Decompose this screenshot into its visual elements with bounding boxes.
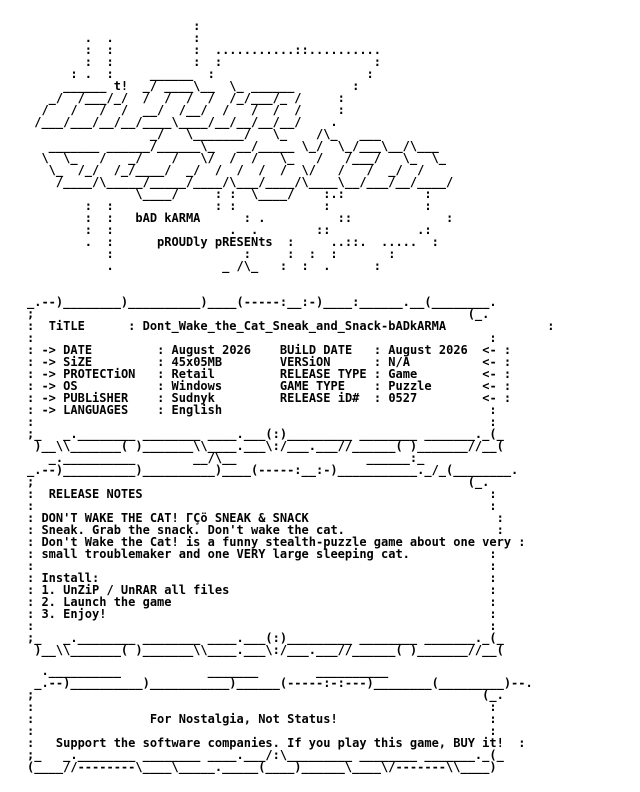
languages-value: English (171, 403, 223, 417)
notes-heading: RELEASE NOTES (48, 487, 143, 501)
build-date-value: August 2026 (388, 343, 468, 357)
release-type-label: RELEASE TYPE (279, 367, 367, 381)
presents-line: pROUDly pRESENts (157, 235, 273, 249)
title-label: TiTLE (48, 319, 85, 333)
os-label: OS (63, 379, 78, 393)
arrow-left: -> (41, 403, 56, 417)
release-info-box: _.--)________)__________)____(-----:__:-)____:______.__(________. ; (_. : TiTLE : Dont_Wake_the_Cat_Sneak_and_Snack-bADkARMA : : : : -> DATE : August 2026 BUiLD DATE : August 2026 <- : : -> SiZE : 45x05MB VERSiON : N/A <- : : -> PROTECTiON : Retail RELEASE TYPE : Game <- : : -> OS : Windows GAME TYPE : Puzzle <- : : -> PUBLiSHER : Sudnyk RELEASE iD# : 0527 <- : : -> LANGUAGES : English : : : ;_ _.________ ________ ____.___(:)_________ ________ _______._(_ )__\\_______( )_______\\____.___\:/___.___//______( )_______//__( (27, 295, 555, 453)
size-value: 45x05MB (171, 355, 223, 369)
arrow-right: <- (482, 343, 497, 357)
group-name: bAD kARMA (135, 211, 201, 225)
size-label: SiZE (63, 355, 93, 369)
game-type-label: GAME TYPE (279, 379, 345, 393)
notes-line: 2. Launch the game (41, 595, 172, 609)
release-notes-box: _.__________ __/\__ ______:_ _.--)__________)__________)____(-----:__:-)___________._/_(________. ; (_. : RELEASE NOTES : : : : DON'T WAKE THE CAT! ΓÇö SNEAK & SNACK : : Sneak. Grab the snack. Don't wake the cat. : : Don't Wake the Cat! is a funny stealth-puzzle game about one very : : small troublemaker and one VERY large sleeping cat. : : : : Install: : : 1. UnZiP / UnRAR all files : : 2. Launch the game : : 3. Enjoy! : : : ;_ _.________ ________ ____.___(:)_________ ________ _______._(_ )__\\_______( )_______\\____.___\:/___.___//______( )_______//__( (27, 451, 526, 657)
arrow-right: <- (482, 367, 497, 381)
notes-line: Install: (41, 571, 100, 585)
publisher-value: Sudnyk (171, 391, 215, 405)
motto-text: For Nostalgia, Not Status! (149, 712, 338, 726)
footer-box: .__________ _______ __________ _.--)__________)___________)______(-----:-:---)________(_________)--. ; (_. : : : For Nostalgia, Not Status! : : : : Support the software companies. If you play this game, BUY it! : ;_ _.________ ________ ____.___/:\_________ ________ _______._(_ (____//--------\____\_____._____(____)______\____\/-------\\____) (27, 664, 533, 774)
notes-line: Don't Wake the Cat! is a funny stealth-puzzle game about one very (41, 535, 512, 549)
arrow-left: -> (41, 391, 56, 405)
languages-label: LANGUAGES (63, 403, 129, 417)
arrow-right: <- (482, 391, 497, 405)
notes-line: 3. Enjoy! (41, 607, 107, 621)
arrow-left: -> (41, 367, 56, 381)
notes-line: Sneak. Grab the snack. Don't wake the cat. (41, 523, 345, 537)
date-value: August 2026 (171, 343, 252, 357)
arrow-left: -> (41, 379, 56, 393)
arrow-right: <- (482, 355, 497, 369)
date-label: DATE (63, 343, 93, 357)
arrow-left: -> (41, 355, 56, 369)
ascii-logo: : . . : : : : ...........::.......... : : : : : : . : ______ : : ______ t! _/ ____\__ \_ ______ : _/ /___/_/ / / / / /_/___/_ / : / / / / __/ /__/ / / / / : /___/___/__/__/____\____/__/__/__/__/ . _/ \_______/ \_ /\_ ___ _______ ______/______\_ __/_____ \_/ \_/___\__/\___ \ \_ / _/ / \/ / / \_ / /___/ \_ \_ \_ /_/ /_/____/ _/ / / / / \/ / / _/ / /____/\_____/_____/____/\___/____/\____\__/___/__/____/ \____/ : : \____/ :.: : : : : : : : : : bAD kARMA : . :: : : : . . :: .: . : pROUDly pRESENts : ..::. ..... : : : : : : : . _ /\_ : : . : (34, 19, 454, 273)
version-value: N/A (388, 355, 410, 369)
group-tag-small: t! (113, 79, 129, 93)
release-id-label: RELEASE iD# (279, 391, 360, 405)
support-text: Support the software companies. If you play this game, BUY it! (55, 736, 504, 750)
release-type-value: Game (388, 367, 418, 381)
version-label: VERSiON (279, 355, 331, 369)
publisher-label: PUBLiSHER (63, 391, 129, 405)
build-date-label: BUiLD DATE (279, 343, 353, 357)
arrow-left: -> (41, 343, 56, 357)
notes-line: small troublemaker and one VERY large sleeping cat. (41, 547, 410, 561)
game-type-value: Puzzle (388, 379, 432, 393)
release-id-value: 0527 (388, 391, 418, 405)
arrow-right: <- (482, 379, 497, 393)
protection-label: PROTECTiON (63, 367, 136, 381)
title-value: Dont_Wake_the_Cat_Sneak_and_Snack-bADkARMA (142, 319, 447, 333)
notes-line: 1. UnZiP / UnRAR all files (41, 583, 230, 597)
notes-line: DON'T WAKE THE CAT! ΓÇö SNEAK & SNACK (41, 511, 309, 525)
protection-value: Retail (171, 367, 215, 381)
os-value: Windows (171, 379, 223, 393)
